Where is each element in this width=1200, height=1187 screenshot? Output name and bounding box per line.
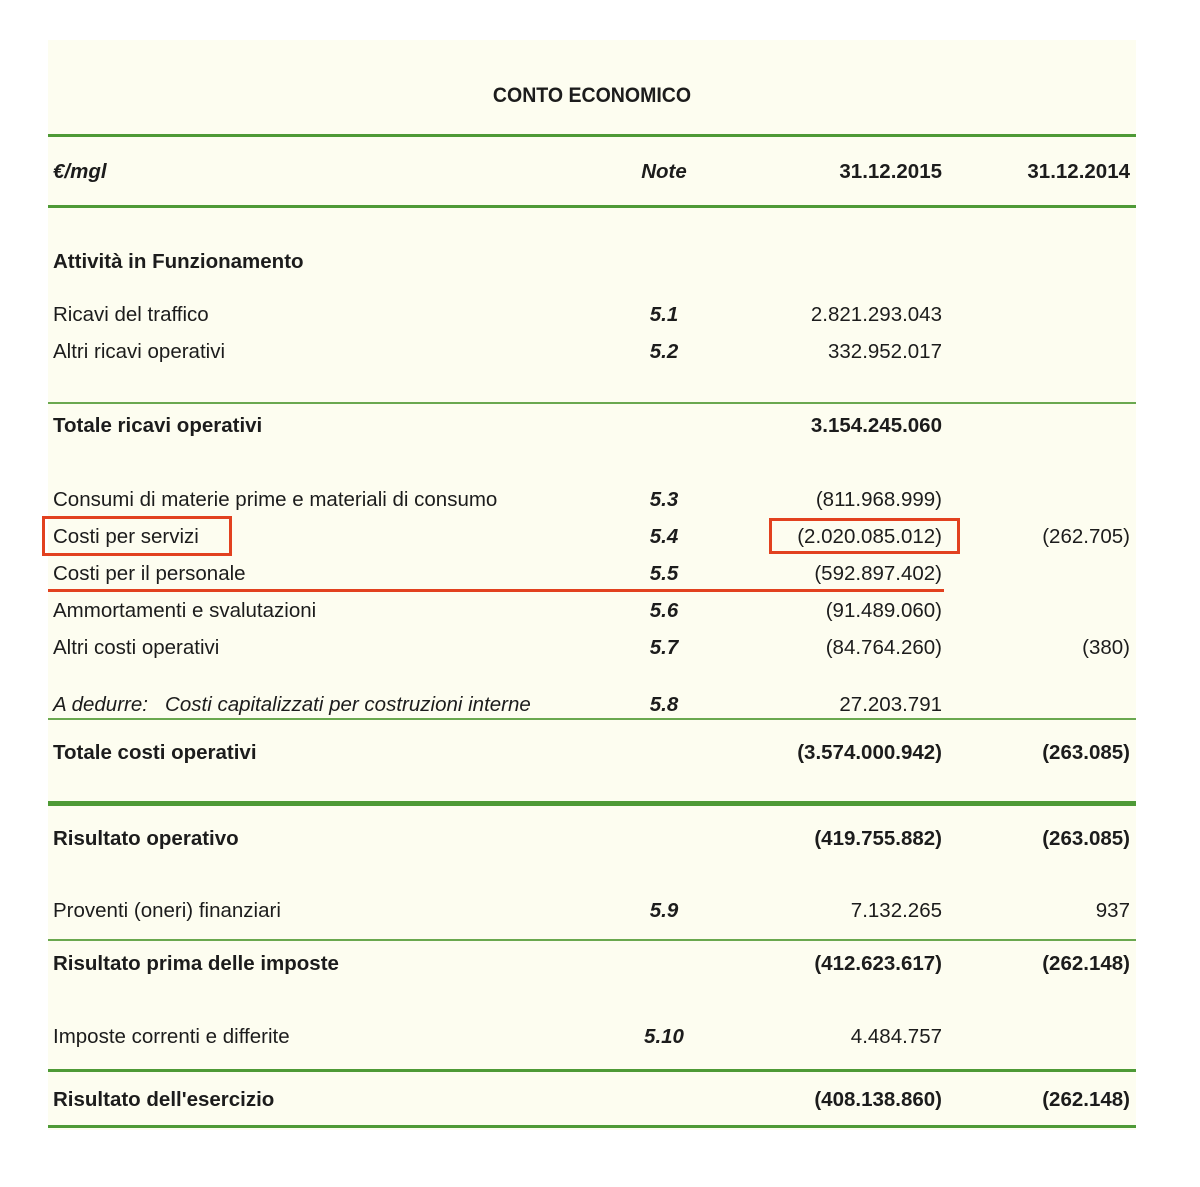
row-label: Totale ricavi operativi	[53, 414, 263, 437]
row-divider	[48, 402, 1136, 404]
section-heading	[48, 248, 1136, 276]
highlight-box-label	[42, 516, 232, 556]
year-2015-header: 31.12.2015	[839, 160, 942, 183]
header-bottom-rule	[48, 205, 1136, 208]
column-header-row	[48, 158, 1136, 186]
value-2014: (263.085)	[1042, 827, 1130, 850]
value-2014: (380)	[1082, 636, 1130, 659]
row-label: A dedurre: Costi capitalizzati per costruzioni interne	[53, 693, 531, 716]
row-label: Imposte correnti e differite	[53, 1025, 290, 1048]
value-2015: 332.952.017	[827, 340, 942, 363]
table-row-total	[48, 739, 1136, 767]
row-divider	[48, 1069, 1136, 1072]
row-note: 5.1	[649, 303, 679, 326]
section-label: Attività in Funzionamento	[53, 250, 304, 273]
unit-header: €/mgl	[53, 160, 107, 183]
value-2014: (262.148)	[1042, 952, 1130, 975]
row-note: 5.8	[649, 693, 679, 716]
table-row-total	[48, 1086, 1136, 1114]
row-label: Costi per servizi	[53, 525, 199, 548]
year-2014-header: 31.12.2014	[1027, 160, 1130, 183]
row-label: Ricavi del traffico	[53, 303, 209, 326]
table-row	[48, 560, 1136, 588]
value-2015: 2.821.293.043	[810, 303, 942, 326]
highlight-box-value	[769, 518, 960, 554]
row-note: 5.5	[649, 562, 679, 585]
row-divider	[48, 939, 1136, 941]
table-row-total	[48, 412, 1136, 440]
note-header: Note	[641, 160, 687, 183]
value-2015: 3.154.245.060	[810, 414, 942, 437]
row-label: Risultato dell'esercizio	[53, 1088, 275, 1111]
row-label: Ammortamenti e svalutazioni	[53, 599, 317, 622]
row-label: Consumi di materie prime e materiali di consumo	[53, 488, 498, 511]
statement-title: CONTO ECONOMICO	[492, 84, 692, 107]
highlight-underline	[48, 589, 944, 592]
value-2015: (2.020.085.012)	[797, 525, 942, 548]
row-note: 5.7	[649, 636, 679, 659]
row-note: 5.2	[649, 340, 679, 363]
header-top-rule	[48, 134, 1136, 137]
value-2015: (412.623.617)	[814, 952, 942, 975]
value-2015: 27.203.791	[839, 693, 942, 716]
row-note: 5.10	[644, 1025, 684, 1048]
value-2015: (419.755.882)	[814, 827, 942, 850]
value-2014: 937	[1095, 899, 1130, 922]
row-label: Risultato prima delle imposte	[53, 952, 339, 975]
value-2015: (408.138.860)	[814, 1088, 942, 1111]
value-2015: 7.132.265	[850, 899, 942, 922]
value-2015: (84.764.260)	[825, 636, 942, 659]
row-label: Costi per il personale	[53, 562, 246, 585]
value-2015: (811.968.999)	[815, 488, 942, 511]
table-row	[48, 486, 1136, 514]
row-label: Proventi (oneri) finanziari	[53, 899, 281, 922]
table-row	[48, 338, 1136, 366]
value-2014: (262.148)	[1042, 1088, 1130, 1111]
table-row-total	[48, 950, 1136, 978]
table-row	[48, 691, 1136, 719]
value-2015: 4.484.757	[850, 1025, 942, 1048]
row-note: 5.9	[649, 899, 679, 922]
row-note: 5.6	[649, 599, 679, 622]
value-2015: (3.574.000.942)	[797, 741, 942, 764]
row-label: Altri ricavi operativi	[53, 340, 226, 363]
row-note: 5.4	[649, 525, 679, 548]
row-divider	[48, 718, 1136, 720]
table-row	[48, 634, 1136, 662]
row-label: Risultato operativo	[53, 827, 239, 850]
income-statement	[48, 40, 1136, 1130]
row-label: Altri costi operativi	[53, 636, 220, 659]
value-2015: (91.489.060)	[825, 599, 942, 622]
value-2015: (592.897.402)	[814, 562, 942, 585]
table-row	[48, 1023, 1136, 1051]
value-2014: (262.705)	[1042, 525, 1130, 548]
value-2014: (263.085)	[1042, 741, 1130, 764]
row-note: 5.3	[649, 488, 679, 511]
section-divider	[48, 801, 1136, 806]
table-row	[48, 897, 1136, 925]
table-bottom-rule	[48, 1125, 1136, 1128]
table-row	[48, 301, 1136, 329]
table-row-total	[48, 825, 1136, 853]
row-label: Totale costi operativi	[53, 741, 257, 764]
table-row	[48, 597, 1136, 625]
